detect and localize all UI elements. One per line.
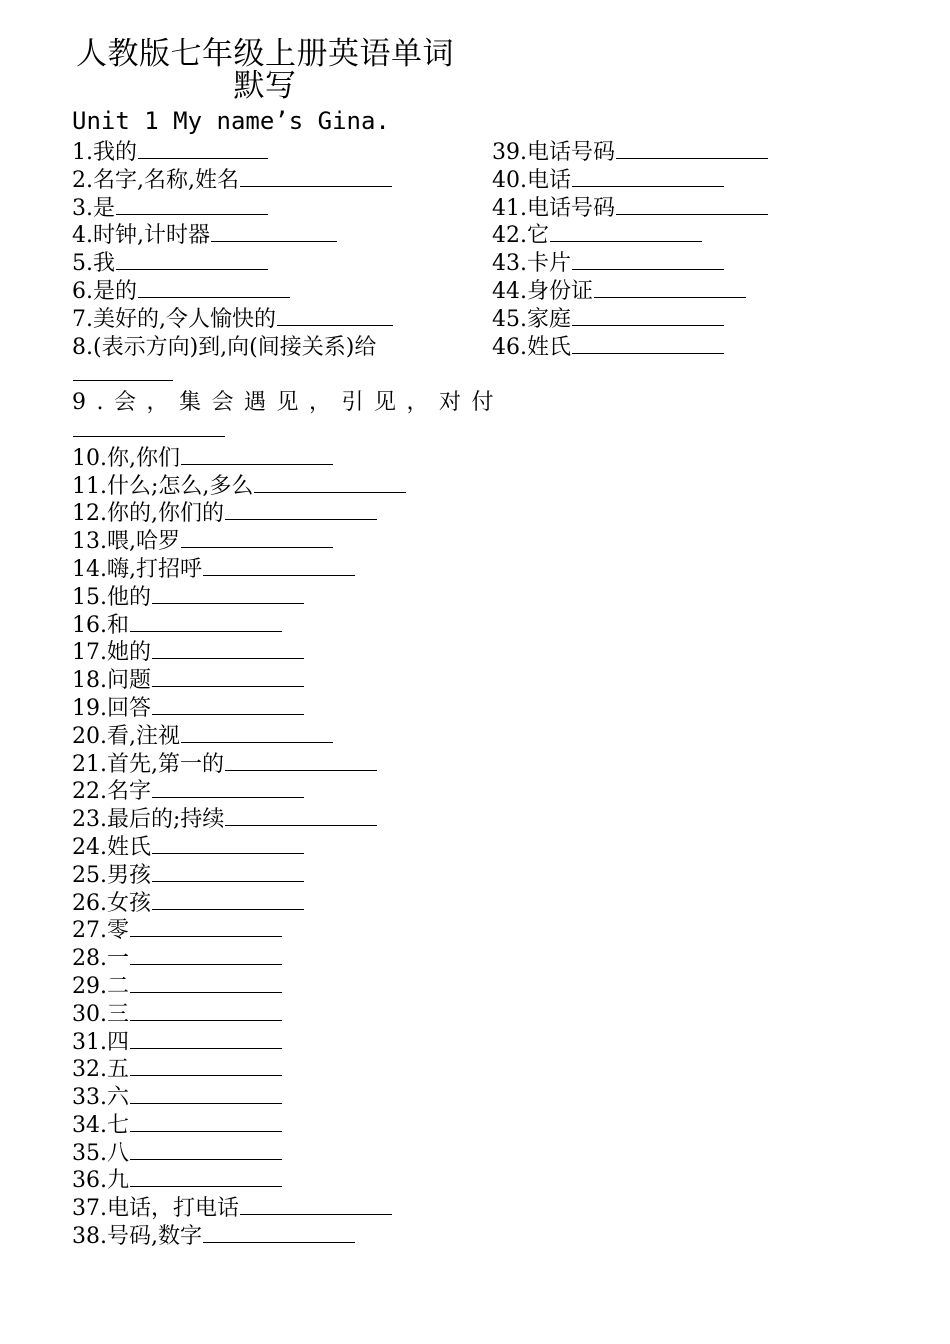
item-number: 30.: [72, 1001, 107, 1027]
item-prompt: 电话号码: [527, 195, 616, 221]
answer-blank[interactable]: [550, 240, 702, 242]
vocab-item: [72, 917, 462, 945]
vocab-item: [492, 139, 812, 167]
item-prompt: 男孩: [107, 862, 152, 888]
item-number: 42.: [492, 223, 527, 249]
item-number: 15.: [72, 584, 107, 610]
vocab-item: [72, 1056, 462, 1084]
answer-blank[interactable]: [130, 1130, 282, 1132]
vocab-item: [72, 723, 462, 751]
unit-heading: Unit 1 My name’s Gina.: [72, 107, 390, 135]
answer-blank[interactable]: [181, 546, 333, 548]
vocab-item: [72, 1167, 462, 1195]
answer-blank[interactable]: [181, 741, 333, 743]
item-prompt: 四: [107, 1029, 130, 1055]
item-number: 32.: [72, 1057, 107, 1083]
item-prompt: 什么;怎么,多么: [107, 473, 254, 499]
answer-blank[interactable]: [116, 213, 268, 215]
answer-blank[interactable]: [130, 1074, 282, 1076]
item-number: 29.: [72, 973, 107, 999]
answer-line: [72, 361, 173, 389]
item-prompt: 你,你们: [107, 445, 180, 471]
answer-blank[interactable]: [152, 602, 304, 604]
item-number: 19.: [72, 695, 107, 721]
answer-blank[interactable]: [130, 935, 282, 937]
item-number: 11.: [72, 473, 107, 499]
item-number: 41.: [492, 195, 527, 221]
item-prompt: 卡片: [527, 251, 572, 277]
item-number: 27.: [72, 918, 107, 944]
item-number: 43.: [492, 251, 527, 277]
item-prompt: 最后的;持续: [107, 807, 225, 833]
item-number: 20.: [72, 723, 107, 749]
item-number: 24.: [72, 834, 107, 860]
item-prompt: 姓氏: [527, 334, 572, 360]
item-number: 26.: [72, 890, 107, 916]
answer-blank[interactable]: [572, 268, 724, 270]
answer-blank[interactable]: [152, 657, 304, 659]
answer-blank[interactable]: [152, 908, 304, 910]
answer-blank[interactable]: [138, 157, 268, 159]
item-number: 2.: [72, 167, 93, 193]
item-number: 10.: [72, 445, 107, 471]
item-number: 9.: [72, 390, 114, 416]
answer-blank[interactable]: [152, 852, 304, 854]
item-prompt: 是的: [93, 278, 138, 304]
answer-blank[interactable]: [572, 352, 724, 354]
item-prompt: 你的,你们的: [107, 501, 224, 527]
item-prompt: 问题: [107, 668, 152, 694]
vocab-item: [72, 222, 462, 250]
item-prompt: 名字,名称,姓名: [93, 167, 239, 193]
item-prompt: 八: [107, 1140, 130, 1166]
vocab-item: [72, 306, 462, 334]
item-number: 22.: [72, 779, 107, 805]
item-number: 39.: [492, 140, 527, 165]
answer-blank[interactable]: [277, 324, 393, 326]
vocab-item: [72, 1112, 462, 1140]
item-number: 17.: [72, 640, 107, 666]
vocab-item: [72, 195, 462, 223]
answer-blank[interactable]: [240, 185, 392, 187]
vocab-item: [492, 195, 812, 223]
item-prompt: 嗨,打招呼: [107, 556, 202, 582]
answer-blank[interactable]: [73, 435, 225, 437]
answer-blank[interactable]: [130, 1019, 282, 1021]
item-number: 45.: [492, 306, 527, 332]
vocab-item: [492, 306, 812, 334]
item-prompt: 喂,哈罗: [107, 529, 180, 555]
right-column: [492, 139, 812, 361]
vocab-item: [72, 778, 462, 806]
item-number: 12.: [72, 501, 107, 527]
item-prompt: 号码,数字: [107, 1224, 202, 1250]
answer-blank[interactable]: [211, 240, 337, 242]
vocab-item: [72, 695, 462, 723]
item-prompt: 零: [107, 918, 130, 944]
item-prompt: 电话号码: [527, 140, 616, 165]
item-prompt: 回答: [107, 695, 152, 721]
vocab-item: [72, 1029, 462, 1057]
answer-blank[interactable]: [225, 769, 377, 771]
item-number: 38.: [72, 1224, 107, 1250]
answer-blank[interactable]: [152, 796, 304, 798]
vocab-item: [72, 389, 505, 445]
item-number: 4.: [72, 223, 93, 249]
vocab-item: [72, 1195, 462, 1223]
item-number: 36.: [72, 1168, 107, 1194]
vocab-item: [492, 167, 812, 195]
item-number: 33.: [72, 1085, 107, 1111]
vocab-item: [72, 500, 462, 528]
vocab-item: [72, 945, 462, 973]
title-line-1: 人教版七年级上册英语单词: [76, 36, 454, 72]
item-number: 23.: [72, 807, 107, 833]
item-number: 34.: [72, 1112, 107, 1138]
answer-blank[interactable]: [616, 213, 768, 215]
item-prompt: 五: [107, 1057, 130, 1083]
item-prompt: 九: [107, 1168, 130, 1194]
vocab-item: [72, 278, 462, 306]
answer-blank[interactable]: [181, 463, 333, 465]
answer-blank[interactable]: [130, 963, 282, 965]
vocab-item: [72, 473, 462, 501]
item-prompt: 姓氏: [107, 834, 152, 860]
vocab-item: [72, 556, 462, 584]
item-number: 37.: [72, 1196, 107, 1222]
item-number: 13.: [72, 529, 107, 555]
item-number: 40.: [492, 167, 527, 193]
vocab-item: [72, 1001, 462, 1029]
answer-line: [72, 417, 225, 445]
vocab-item: [72, 584, 462, 612]
answer-blank[interactable]: [116, 268, 268, 270]
answer-blank[interactable]: [138, 296, 290, 298]
answer-blank[interactable]: [130, 630, 282, 632]
item-number: 14.: [72, 556, 107, 582]
item-prompt: 首先,第一的: [107, 751, 224, 777]
answer-blank[interactable]: [152, 713, 304, 715]
vocab-item: [72, 667, 462, 695]
vocab-item: [72, 834, 462, 862]
vocab-item: [492, 222, 812, 250]
item-prompt: 看,注视: [107, 723, 180, 749]
item-prompt: 二: [107, 973, 130, 999]
vocab-item: [72, 139, 462, 167]
vocab-item: [72, 167, 462, 195]
item-number: 7.: [72, 306, 93, 332]
vocab-item: [72, 973, 462, 1001]
item-number: 6.: [72, 278, 93, 304]
item-number: 46.: [492, 334, 527, 360]
item-number: 1.: [72, 140, 93, 165]
answer-blank[interactable]: [225, 518, 377, 520]
item-prompt: 会，集会遇见，引见，对付: [114, 390, 505, 416]
item-number: 21.: [72, 751, 107, 777]
item-prompt: 时钟,计时器: [93, 223, 210, 249]
item-prompt: 她的: [107, 640, 152, 666]
answer-blank[interactable]: [130, 1102, 282, 1104]
item-prompt: 我的: [93, 140, 138, 165]
vocab-item: [72, 862, 462, 890]
item-prompt: 身份证: [527, 278, 594, 304]
item-number: 18.: [72, 668, 107, 694]
item-prompt: 和: [107, 612, 130, 638]
item-number: 31.: [72, 1029, 107, 1055]
answer-blank[interactable]: [130, 1158, 282, 1160]
vocab-item: [72, 806, 462, 834]
answer-blank[interactable]: [254, 491, 406, 493]
item-prompt: 女孩: [107, 890, 152, 916]
vocab-item: [72, 639, 462, 667]
item-prompt: 我: [93, 251, 116, 277]
item-number: 3.: [72, 195, 93, 221]
vocab-item: [72, 890, 462, 918]
vocab-item: [72, 528, 462, 556]
left-column: [72, 139, 505, 1251]
answer-blank[interactable]: [572, 185, 724, 187]
title-line-2: 默写: [233, 68, 297, 104]
item-prompt: 他的: [107, 584, 152, 610]
vocab-item: [72, 1223, 462, 1251]
answer-blank[interactable]: [225, 824, 377, 826]
item-prompt: 美好的,令人愉快的: [93, 306, 276, 332]
item-number: 5.: [72, 251, 93, 277]
answer-blank[interactable]: [616, 157, 768, 159]
item-prompt: 电话: [527, 167, 572, 193]
answer-blank[interactable]: [130, 1185, 282, 1187]
answer-blank[interactable]: [240, 1213, 392, 1215]
item-prompt: 七: [107, 1112, 130, 1138]
vocab-item: [72, 1140, 462, 1168]
item-prompt: 是: [93, 195, 116, 221]
answer-blank[interactable]: [152, 880, 304, 882]
item-number: 16.: [72, 612, 107, 638]
vocab-item: [72, 445, 462, 473]
item-prompt: 一: [107, 946, 130, 972]
answer-blank[interactable]: [203, 1241, 355, 1243]
item-prompt: 三: [107, 1001, 130, 1027]
item-prompt: 家庭: [527, 306, 572, 332]
vocab-item: [72, 751, 462, 779]
item-prompt: 六: [107, 1085, 130, 1111]
answer-blank[interactable]: [152, 685, 304, 687]
vocab-item: [72, 250, 462, 278]
answer-blank[interactable]: [130, 1047, 282, 1049]
vocab-item: [72, 334, 462, 390]
answer-blank[interactable]: [572, 324, 724, 326]
item-number: 8.: [72, 334, 93, 360]
vocab-item: [72, 612, 462, 640]
answer-blank[interactable]: [130, 991, 282, 993]
vocab-item: [492, 278, 812, 306]
vocab-item: [72, 1084, 462, 1112]
item-number: 35.: [72, 1140, 107, 1166]
vocab-item: [492, 250, 812, 278]
item-number: 44.: [492, 278, 527, 304]
page-title: [72, 38, 458, 102]
item-prompt: 电话，打电话: [107, 1196, 240, 1222]
item-prompt: 它: [527, 223, 550, 249]
vocab-item: [492, 334, 812, 362]
item-prompt: (表示方向)到,向(间接关系)给: [93, 334, 377, 360]
item-number: 28.: [72, 946, 107, 972]
answer-blank[interactable]: [594, 296, 746, 298]
item-prompt: 名字: [107, 779, 152, 805]
answer-blank[interactable]: [73, 379, 173, 381]
answer-blank[interactable]: [203, 574, 355, 576]
item-number: 25.: [72, 862, 107, 888]
